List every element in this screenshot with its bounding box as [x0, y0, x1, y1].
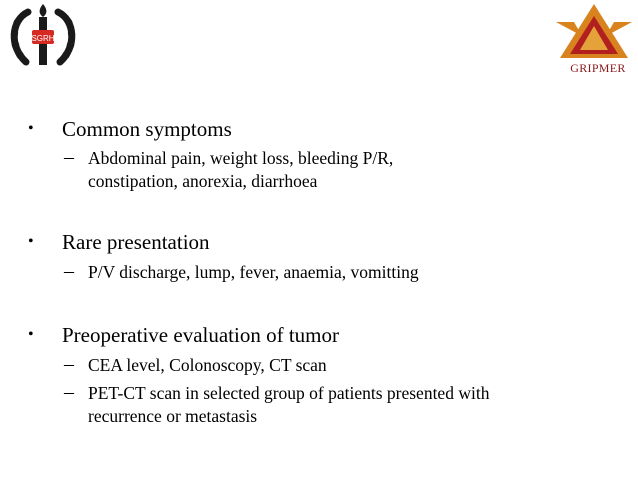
- dash: –: [64, 146, 74, 168]
- list-item: – CEA level, Colonoscopy, CT scan: [64, 353, 327, 375]
- dash: –: [64, 260, 74, 282]
- bullet: •: [28, 326, 34, 343]
- slide-content: [28, 116, 618, 428]
- sgrh-logo: [6, 2, 80, 70]
- section-heading: • Common symptoms: [28, 117, 232, 141]
- section-heading: • Rare presentation: [28, 230, 210, 254]
- sgrh-logo-text: SGRH: [31, 34, 55, 43]
- list-item: – Abdominal pain, weight loss, bleeding P/R, constipation, anorexia, diarrhoea: [64, 146, 394, 191]
- section-heading: • Preoperative evaluation of tumor: [28, 323, 339, 347]
- dash: –: [64, 353, 74, 375]
- list-item: – PET-CT scan in selected group of patients presented with recurrence or metastasis: [64, 381, 490, 426]
- gripmer-logo-text: GRIPMER: [570, 61, 626, 75]
- bullet: •: [28, 120, 34, 137]
- dash: –: [64, 381, 74, 403]
- bullet: •: [28, 233, 34, 250]
- list-item: – P/V discharge, lump, fever, anaemia, vomitting: [64, 260, 419, 282]
